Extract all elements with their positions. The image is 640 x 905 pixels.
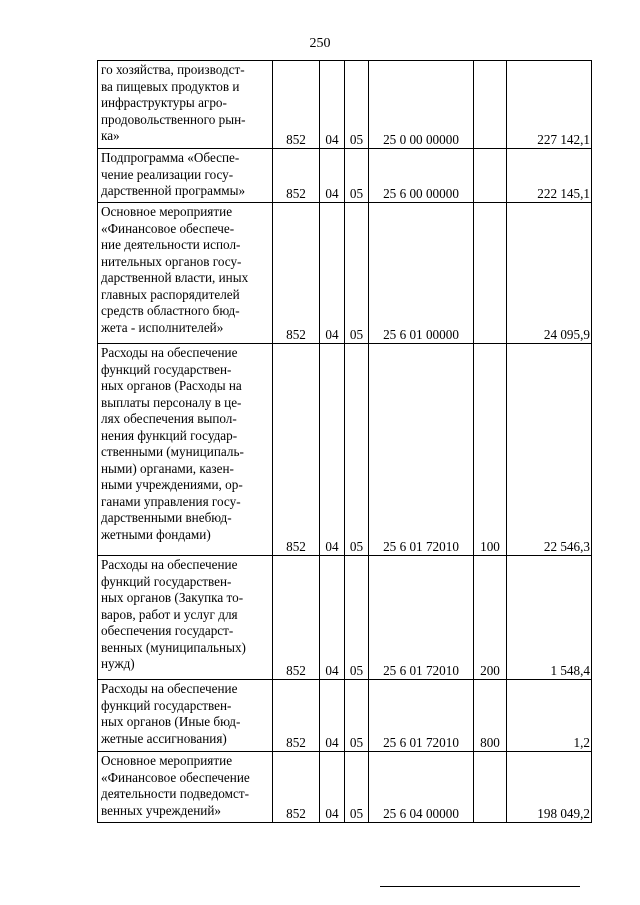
expense-type-code: 200 [474, 556, 507, 680]
amount: 198 049,2 [507, 752, 592, 823]
expense-type-code: 100 [474, 344, 507, 556]
page-number: 250 [309, 36, 331, 51]
target-article-code: 25 6 01 72010 [369, 344, 474, 556]
expense-type-code [474, 149, 507, 203]
row-name: Расходы на обеспечение функций государствен- ных органов (Иные бюд- жетные ассигнования) [98, 680, 273, 752]
row-name: Подпрограмма «Обеспе- чение реализации госу- дарственной программы» [98, 149, 273, 203]
section-code: 04 [320, 61, 345, 149]
amount: 222 145,1 [507, 149, 592, 203]
table-row [98, 203, 592, 344]
subsection-code: 05 [345, 752, 369, 823]
budget-table [97, 60, 592, 823]
section-code: 04 [320, 203, 345, 344]
ministry-code: 852 [273, 680, 320, 752]
table-row [98, 680, 592, 752]
target-article-code: 25 6 01 72010 [369, 556, 474, 680]
section-code: 04 [320, 344, 345, 556]
ministry-code: 852 [273, 752, 320, 823]
expense-type-code [474, 752, 507, 823]
target-article-code: 25 6 04 00000 [369, 752, 474, 823]
row-name: Расходы на обеспечение функций государствен- ных органов (Расходы на выплаты персоналу в це- лях обеспечения выпол- нения функций государ- ственными (муниципаль- ными) органами, казен- ными учреждениями, ор- ганами управления госу- дарственными внебюд- жетными фондами) [98, 344, 273, 556]
row-name: Расходы на обеспечение функций государствен- ных органов (Закупка то- варов, работ и услуг для обеспечения государст- венных (муниципальных) нужд) [98, 556, 273, 680]
section-code: 04 [320, 149, 345, 203]
expense-type-code: 800 [474, 680, 507, 752]
table-row [98, 61, 592, 149]
subsection-code: 05 [345, 344, 369, 556]
amount: 227 142,1 [507, 61, 592, 149]
ministry-code: 852 [273, 61, 320, 149]
amount: 1,2 [507, 680, 592, 752]
amount: 1 548,4 [507, 556, 592, 680]
target-article-code: 25 6 01 72010 [369, 680, 474, 752]
expense-type-code [474, 61, 507, 149]
ministry-code: 852 [273, 203, 320, 344]
section-code: 04 [320, 556, 345, 680]
row-name: Основное мероприятие «Финансовое обеспече- ние деятельности испол- нительных органов госу- дарственной власти, иных главных распорядителей средств областного бюд- жета - исполнителей» [98, 203, 273, 344]
row-name: Основное мероприятие «Финансовое обеспечение деятельности подведомст- венных учреждений» [98, 752, 273, 823]
subsection-code: 05 [345, 61, 369, 149]
expense-type-code [474, 203, 507, 344]
table-row [98, 344, 592, 556]
subsection-code: 05 [345, 556, 369, 680]
subsection-code: 05 [345, 203, 369, 344]
subsection-code: 05 [345, 680, 369, 752]
subsection-code: 05 [345, 149, 369, 203]
amount: 22 546,3 [507, 344, 592, 556]
table-row [98, 752, 592, 823]
row-name: го хозяйства, производст- ва пищевых продуктов и инфраструктуры агро- продовольственного рын- ка» [98, 61, 273, 149]
target-article-code: 25 6 00 00000 [369, 149, 474, 203]
section-code: 04 [320, 752, 345, 823]
amount: 24 095,9 [507, 203, 592, 344]
ministry-code: 852 [273, 556, 320, 680]
table-row [98, 556, 592, 680]
table-row [98, 149, 592, 203]
section-code: 04 [320, 680, 345, 752]
bottom-scan-line [380, 886, 580, 887]
ministry-code: 852 [273, 149, 320, 203]
ministry-code: 852 [273, 344, 320, 556]
target-article-code: 25 6 01 00000 [369, 203, 474, 344]
target-article-code: 25 0 00 00000 [369, 61, 474, 149]
